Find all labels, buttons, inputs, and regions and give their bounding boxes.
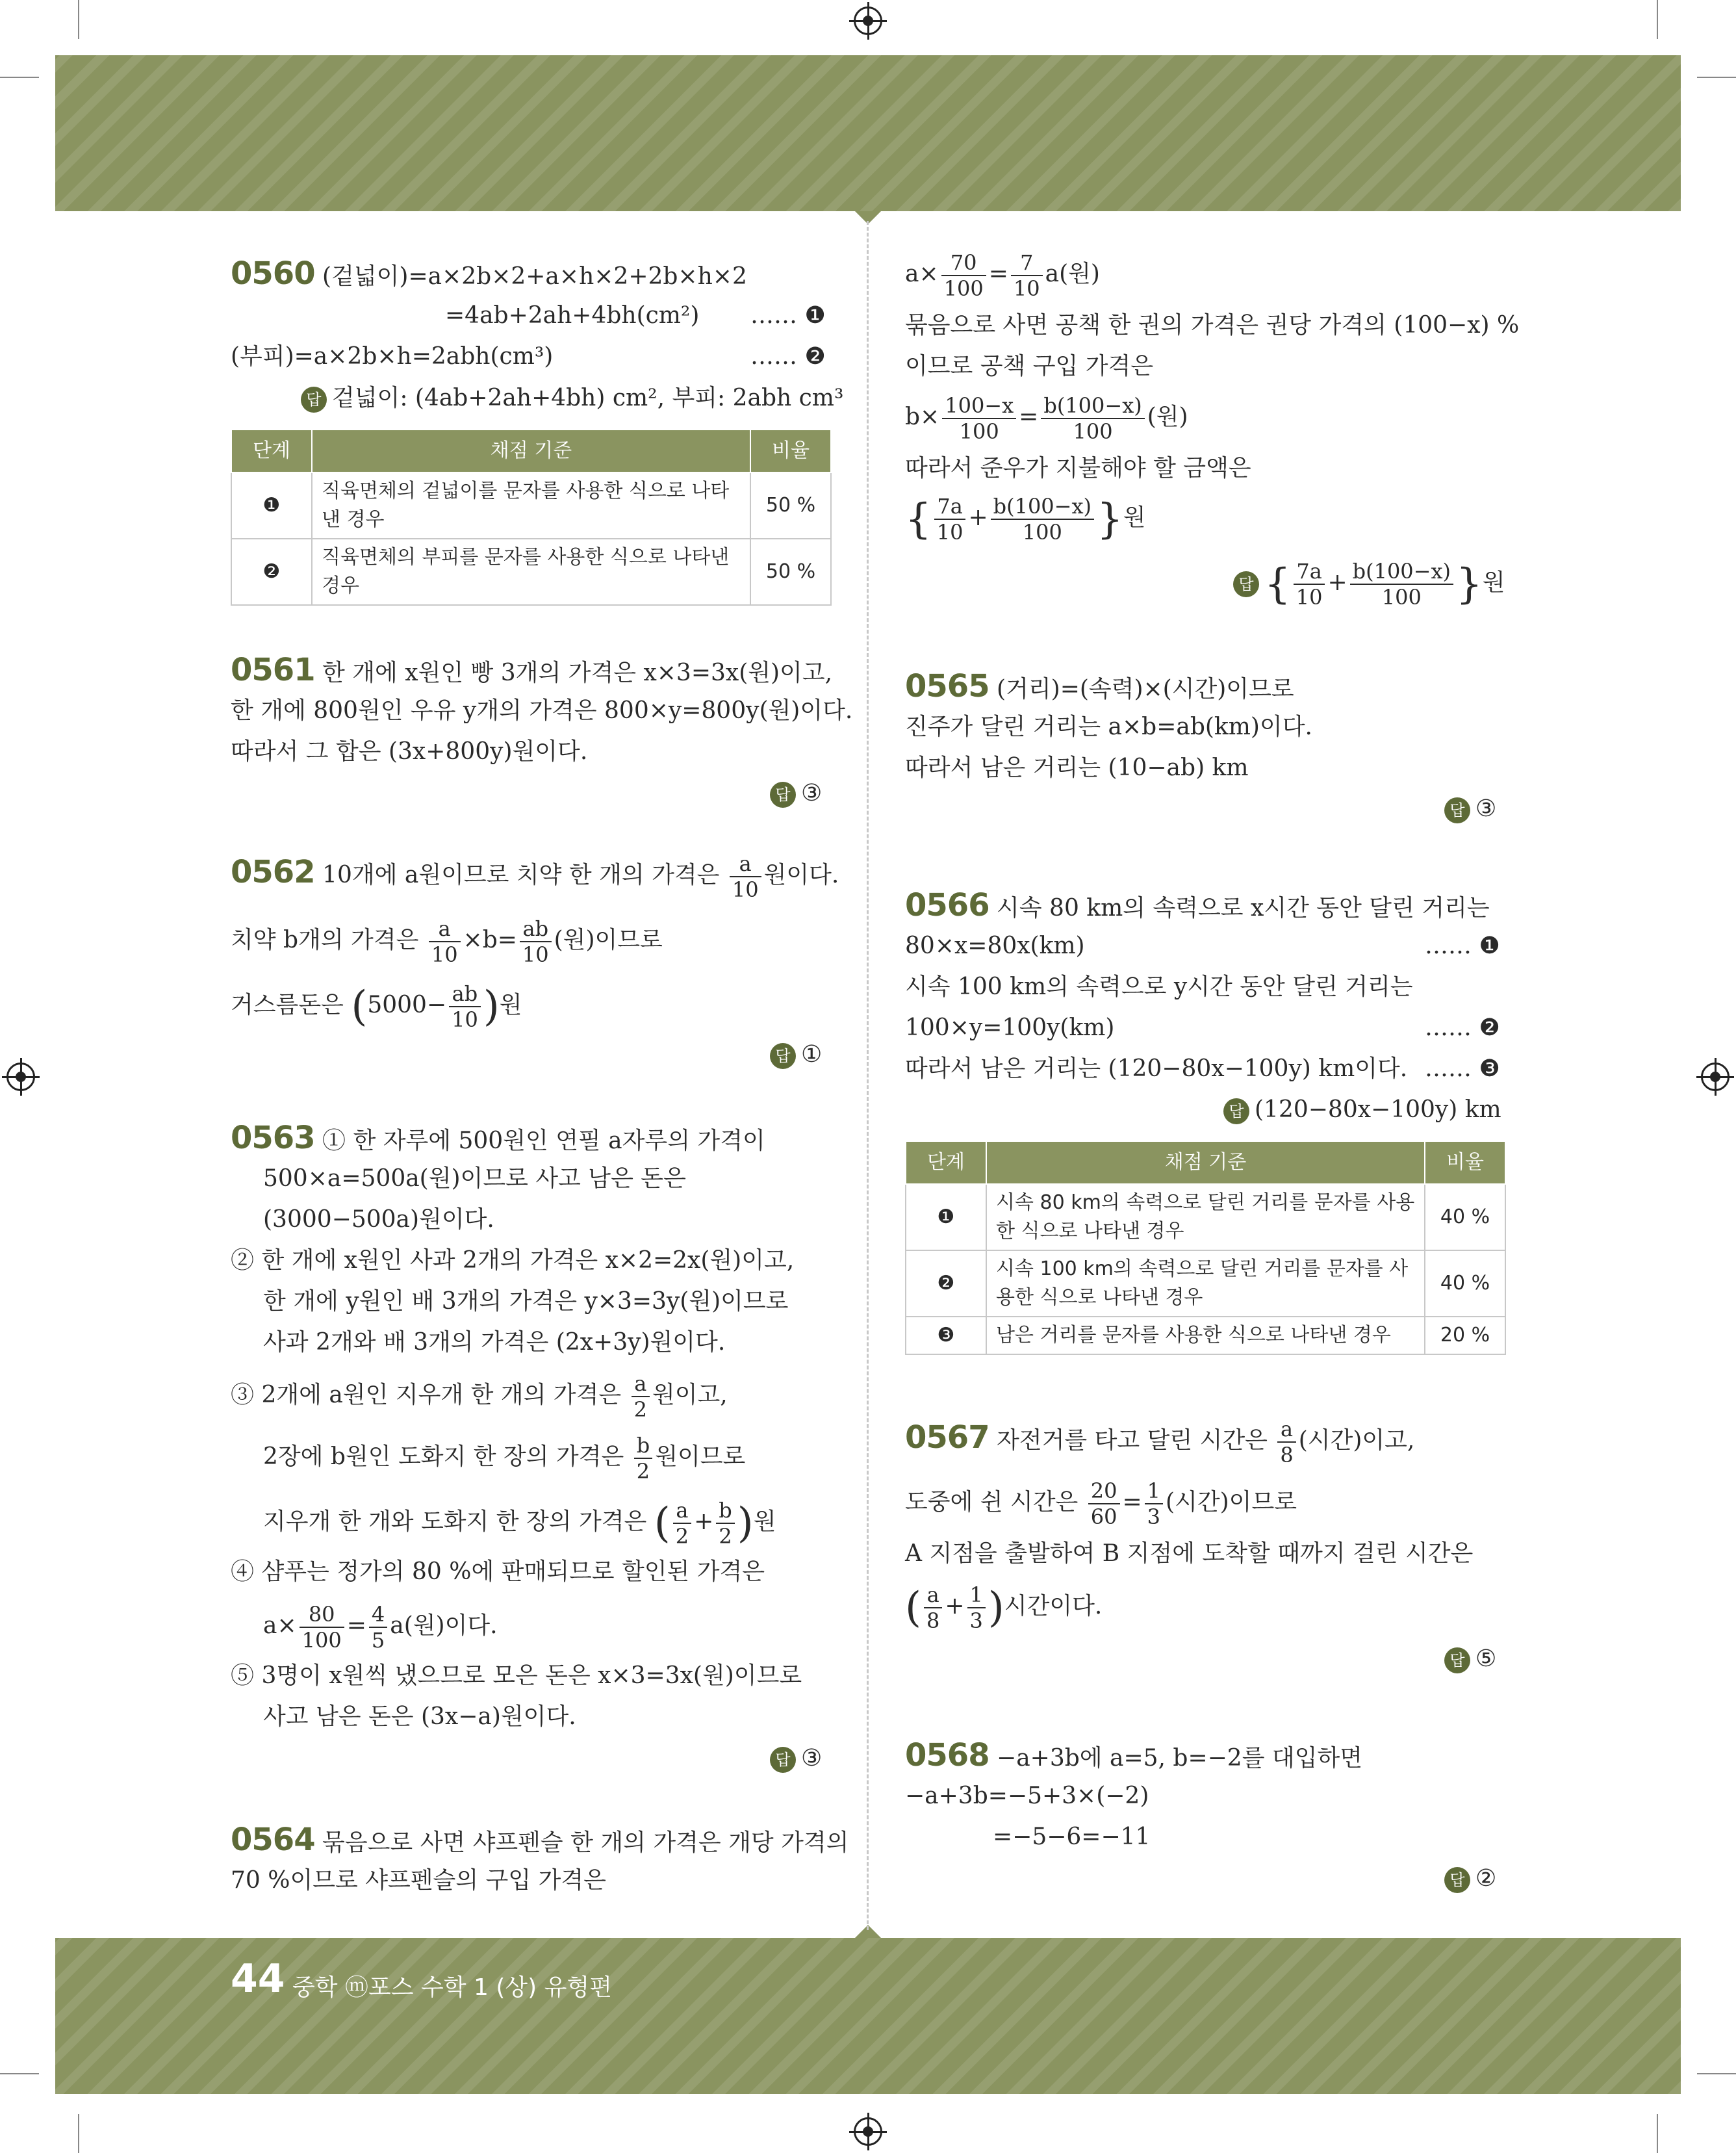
fraction: $\frac{80}{100}$ [300,1602,344,1653]
step-marker: …… ❸ [1425,1055,1500,1082]
problem-0563-line4: ② 한 개에 x원인 사과 2개의 가격은 x×2=2x(원)이고, [231,1247,795,1274]
fraction: $\frac{b}{2}$ [634,1433,652,1484]
fraction: $\frac{a}{10}$ [429,916,461,967]
answer-0566: 답 (120−80x−100y) km [1223,1090,1501,1130]
problem-0563-line10: ④ 샴푸는 정가의 80 %에 판매되므로 할인된 가격은 [231,1558,765,1585]
step-marker: …… ❶ [1425,933,1500,959]
problem-number: 0568 [905,1737,989,1773]
answer-badge: 답 [770,1043,796,1069]
answer-0560: 답 겉넓이: (4ab+2ah+4bh) cm², 부피: 2abh cm³ [301,378,843,419]
crop-mark [1657,2114,1658,2153]
crop-mark [1697,2073,1736,2074]
fraction: $\frac{a}{2}$ [673,1498,691,1549]
problem-0566-line1: 0566 시속 80 km의 속력으로 x시간 동안 달린 거리는 [905,887,1490,923]
answer-0565: 답 ③ [1444,789,1496,829]
crop-mark [1657,0,1658,39]
problem-0564-cont-line4: b× $\frac{100-x}{100}$ = $\frac{b(100-x)}{100}$ (원) [905,393,1188,444]
problem-0560-line3: (부피)=a×2b×h=2abh(cm³) [231,343,554,370]
answer-0564: 답 { $\frac{7a}{10}$ + $\frac{b(100-x)}{100}$ }원 [1233,559,1505,610]
registration-mark-icon [854,2117,882,2146]
problem-0564-cont-line6: { $\frac{7a}{10}$ + $\frac{b(100-x)}{100}$ }원 [905,494,1146,545]
problem-number: 0567 [905,1419,989,1456]
fraction: $\frac{a}{2}$ [632,1371,650,1422]
problem-number: 0562 [231,854,315,890]
crop-mark [78,0,79,39]
footer-band [55,1938,1681,2094]
table-header: 비율 [750,430,831,472]
problem-0563-line1: 0563 ① 한 자루에 500원인 연필 a자루의 가격이 [231,1120,765,1156]
problem-0563-line9: 지우개 한 개와 도화지 한 장의 가격은 ( $\frac{a}{2}$ + $\frac{b}{2}$ )원 [263,1498,776,1549]
grading-table-0560 [231,429,832,606]
table-row: ❸ 남은 거리를 문자를 사용한 식으로 나타낸 경우 20 % [906,1317,1505,1354]
problem-0565-line3: 따라서 남은 거리는 (10−ab) km [905,754,1249,781]
problem-0563-line11: a× $\frac{80}{100}$ = $\frac{4}{5}$ a(원)이다. [263,1602,498,1653]
answer-badge: 답 [301,387,327,413]
step-marker: …… ❷ [750,343,826,370]
problem-number: 0564 [231,1822,315,1858]
problem-0563-line5: 한 개에 y원인 배 3개의 가격은 y×3=3y(원)이므로 [263,1288,789,1315]
answer-badge: 답 [1444,1647,1470,1673]
crop-mark [0,2073,39,2074]
table-header: 채점 기준 [986,1141,1425,1184]
problem-0566-line4: 100×y=100y(km) [905,1014,1115,1041]
problem-0564-cont-line5: 따라서 준우가 지불해야 할 금액은 [905,455,1251,482]
problem-0561-line3: 따라서 그 합은 (3x+800y)원이다. [231,738,588,765]
problem-0563-line13: 사고 남은 돈은 (3x−a)원이다. [263,1703,576,1730]
crop-mark [0,77,39,78]
problem-0563-line6: 사과 2개와 배 3개의 가격은 (2x+3y)원이다. [263,1329,726,1356]
problem-0563-line8: 2장에 b원인 도화지 한 장의 가격은 $\frac{b}{2}$ 원이므로 [263,1433,746,1484]
answer-badge: 답 [1444,1867,1470,1893]
registration-mark-icon [1701,1063,1730,1091]
crop-mark [1697,77,1736,78]
problem-0565-line1: 0565 (거리)=(속력)×(시간)이므로 [905,668,1294,704]
problem-0561-line1: 0561 한 개에 x원인 빵 3개의 가격은 x×3=3x(원)이고, [231,652,833,688]
problem-0566-line5: 따라서 남은 거리는 (120−80x−100y) km이다. [905,1055,1408,1082]
problem-0562-line3: 거스름돈은 (5000− $\frac{ab}{10}$ )원 [231,981,522,1032]
problem-0566-line3: 시속 100 km의 속력으로 y시간 동안 달린 거리는 [905,973,1413,1000]
problem-0563-line3: (3000−500a)원이다. [263,1206,494,1233]
problem-0568-line3: =−5−6=−11 [993,1824,1151,1850]
problem-0564-line1: 0564 묶음으로 사면 샤프펜슬 한 개의 가격은 개당 가격의 [231,1822,849,1858]
answer-badge: 답 [1233,571,1259,597]
answer-badge: 답 [1223,1098,1249,1124]
problem-0562-line2: 치약 b개의 가격은 $\frac{a}{10}$ ×b= $\frac{ab}{10}$ (원)이므로 [231,916,663,967]
table-header: 채점 기준 [312,430,750,472]
table-header: 단계 [231,430,312,472]
fraction: $\frac{b(100-x)}{100}$ [1041,393,1144,444]
fraction: $\frac{a}{8}$ [1277,1417,1296,1467]
problem-0562-line1: 0562 10개에 a원이므로 치약 한 개의 가격은 $\frac{a}{10}$ 원이다. [231,851,839,902]
problem-0564-line2: 70 %이므로 샤프펜슬의 구입 가격은 [231,1867,606,1894]
fraction: $\frac{ab}{10}$ [520,916,552,967]
fraction: $\frac{ab}{10}$ [449,981,481,1032]
table-row: ❶ 직육면체의 겉넓이를 문자를 사용한 식으로 나타낸 경우 50 % [231,472,831,539]
fraction: $\frac{1}{3}$ [1145,1478,1163,1529]
problem-0566-line2: 80×x=80x(km) [905,933,1085,959]
table-header: 단계 [906,1141,986,1184]
problem-0564-cont-line3: 이므로 공책 구입 가격은 [905,353,1154,380]
answer-0562: 답 ① [770,1035,822,1075]
right-column [905,0,1520,1950]
problem-number: 0566 [905,887,989,923]
fraction: $\frac{1}{3}$ [967,1582,986,1633]
fraction: $\frac{20}{60}$ [1088,1478,1120,1529]
answer-0567: 답 ⑤ [1444,1639,1496,1679]
answer-badge: 답 [1444,797,1470,823]
fraction: $\frac{7a}{10}$ [934,494,966,545]
answer-badge: 답 [770,782,796,808]
fraction: $\frac{4}{5}$ [369,1602,387,1653]
footer-title: 중학 ⓜ포스 수학 1 (상) 유형편 [292,1974,612,2001]
problem-0563-line2: 500×a=500a(원)이므로 사고 남은 돈은 [263,1165,686,1192]
table-row: ❷ 직육면체의 부피를 문자를 사용한 식으로 나타낸 경우 50 % [231,539,831,605]
problem-number: 0565 [905,668,989,704]
fraction: $\frac{70}{100}$ [941,250,986,301]
table-header: 비율 [1425,1141,1505,1184]
problem-0568-line1: 0568 −a+3b에 a=5, b=−2를 대입하면 [905,1737,1363,1773]
problem-0560-line1: 0560 (겉넓이)=a×2b×2+a×h×2+2b×h×2 [231,255,747,292]
fraction: $\frac{a}{8}$ [924,1582,942,1633]
fraction: $\frac{b(100-x)}{100}$ [991,494,1094,545]
registration-mark-icon [854,6,882,35]
problem-number: 0563 [231,1120,315,1156]
fraction: $\frac{b(100-x)}{100}$ [1350,559,1453,610]
problem-0560-line2: =4ab+2ah+4bh(cm²) [445,302,700,329]
problem-number: 0560 [231,255,315,292]
answer-badge: 답 [770,1747,796,1773]
problem-0568-line2: −a+3b=−5+3×(−2) [905,1783,1149,1809]
problem-0567-line2: 도중에 쉰 시간은 $\frac{20}{60}$ = $\frac{1}{3}$ (시간)이므로 [905,1478,1297,1529]
problem-0563-line7: ③ 2개에 a원인 지우개 한 개의 가격은 $\frac{a}{2}$ 원이고, [231,1371,728,1422]
problem-0563-line12: ⑤ 3명이 x원씩 냈으므로 모은 돈은 x×3=3x(원)이므로 [231,1662,802,1689]
grading-table-0566 [905,1141,1506,1355]
fraction: $\frac{a}{10}$ [730,851,761,902]
problem-0564-cont-line1: a× $\frac{70}{100}$ = $\frac{7}{10}$ a(원) [905,250,1100,301]
problem-0567-line1: 0567 자전거를 타고 달린 시간은 $\frac{a}{8}$ (시간)이고, [905,1417,1415,1467]
problem-0561-line2: 한 개에 800원인 우유 y개의 가격은 800×y=800y(원)이다. [231,697,853,724]
fraction: $\frac{7a}{10}$ [1294,559,1325,610]
fraction: $\frac{b}{2}$ [716,1498,734,1549]
left-column [231,0,853,1950]
fraction: $\frac{7}{10}$ [1011,250,1043,301]
fraction: $\frac{100-x}{100}$ [942,393,1016,444]
answer-0561: 답 ③ [770,773,822,814]
step-marker: …… ❷ [1425,1014,1500,1041]
problem-0567-line3: A 지점을 출발하여 B 지점에 도착할 때까지 걸린 시간은 [905,1540,1474,1567]
problem-0564-cont-line2: 묶음으로 사면 공책 한 권의 가격은 권당 가격의 (100−x) % [905,312,1520,339]
page-number: 44 [231,1956,285,2002]
problem-0567-line4: ( $\frac{a}{8}$ + $\frac{1}{3}$ )시간이다. [905,1582,1103,1633]
problem-number: 0561 [231,652,315,688]
table-row: ❶ 시속 80 km의 속력으로 달린 거리를 문자를 사용한 식으로 나타낸 경우 40 % [906,1184,1505,1250]
answer-0563: 답 ③ [770,1738,822,1779]
table-row: ❷ 시속 100 km의 속력으로 달린 거리를 문자를 사용한 식으로 나타낸 경우 40 % [906,1250,1505,1317]
problem-0565-line2: 진주가 달린 거리는 a×b=ab(km)이다. [905,714,1312,740]
step-marker: …… ❶ [750,302,826,329]
column-divider [867,221,869,1930]
registration-mark-icon [6,1063,35,1091]
crop-mark [78,2114,79,2153]
answer-0568: 답 ② [1444,1859,1496,1899]
